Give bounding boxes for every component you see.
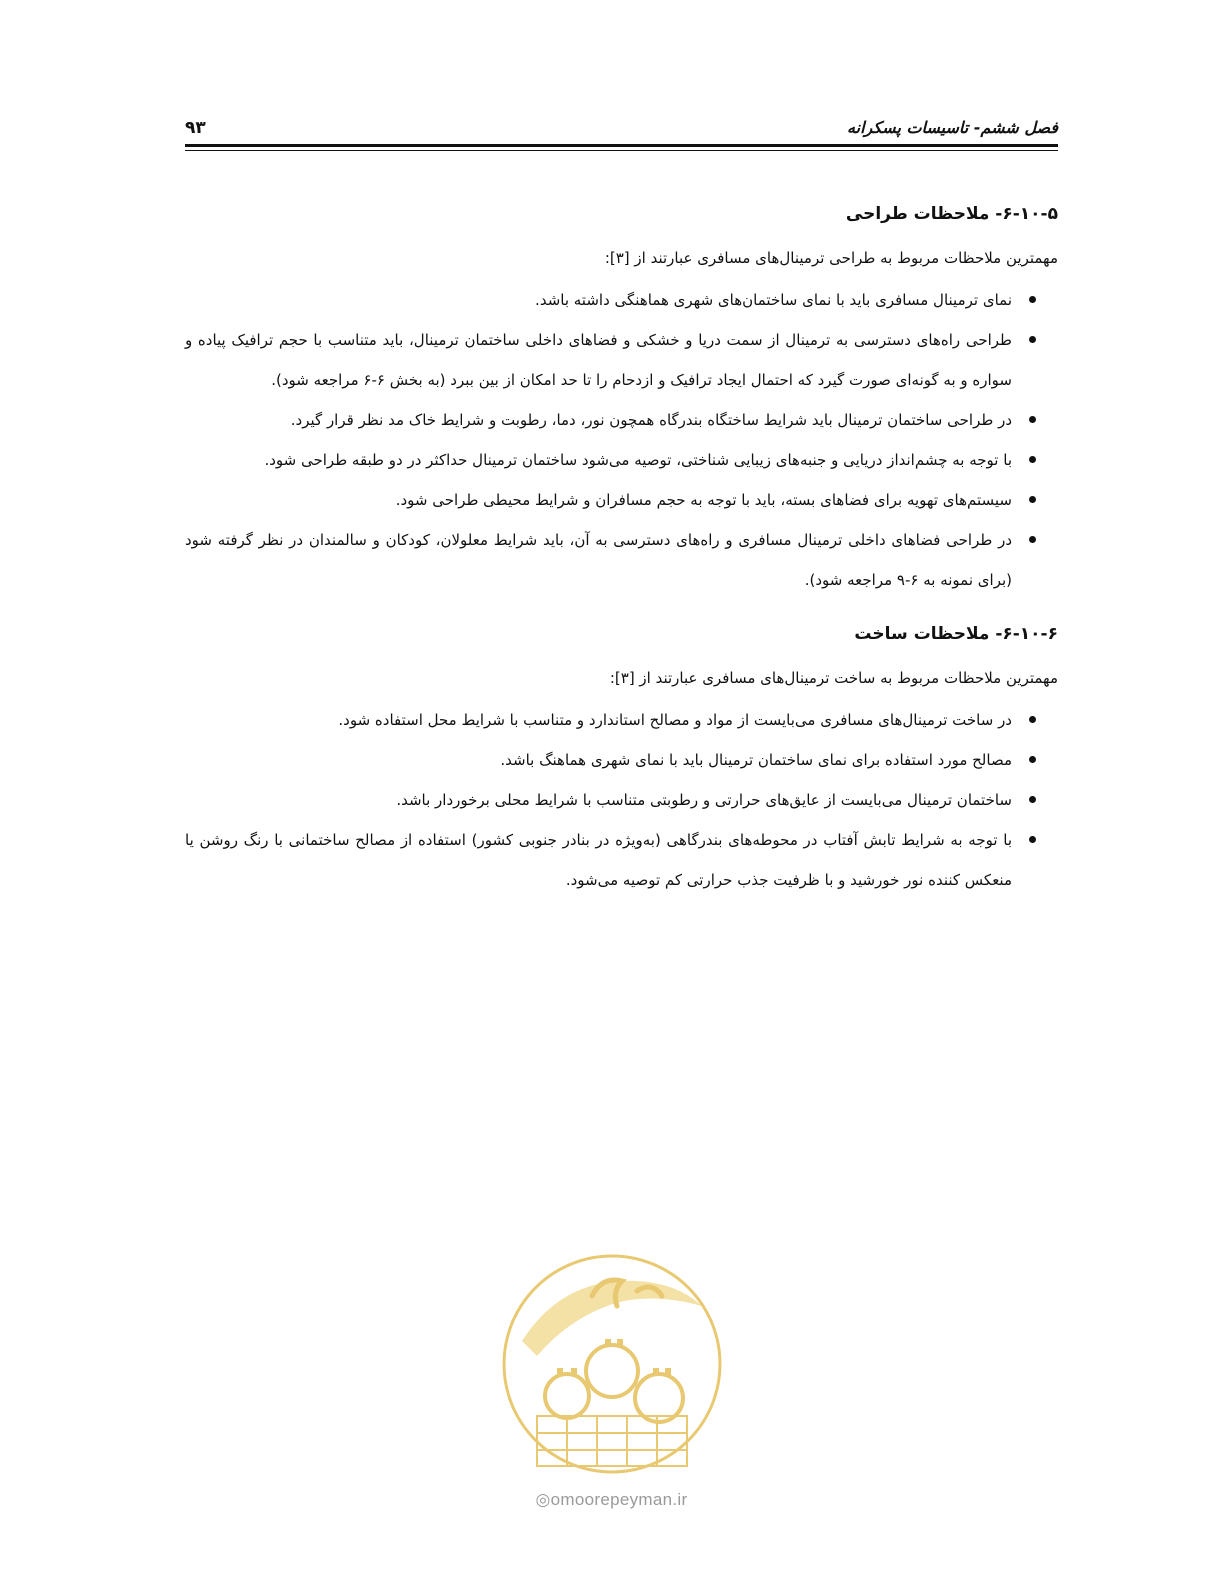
watermark-logo <box>497 1246 727 1486</box>
page-number: ۹۳ <box>185 118 206 138</box>
list-item-text: نمای ترمینال مسافری باید با نمای ساختمان‌های شهری هماهنگی داشته باشد. <box>535 291 1012 309</box>
chapter-title: فصل ششم- تاسیسات پسکرانه <box>847 118 1058 137</box>
globe-icon: ◎ <box>535 1490 551 1509</box>
bullet-icon <box>1029 456 1036 463</box>
bullet-list <box>185 700 1058 900</box>
list-item-text: ساختمان ترمینال می‌بایست از عایق‌های حرارتی و رطوبتی متناسب با شرایط محلی برخوردار باشد. <box>396 791 1012 809</box>
list-item <box>185 440 1058 480</box>
list-item-text: با توجه به شرایط تابش آفتاب در محوطه‌های بندرگاهی (به‌ویژه در بنادر جنوبی کشور) استفاده از مصالح ساختمانی با رنگ روشن یا منعکس کننده نور خورشید و با ظرفیت جذب حرارتی کم توصیه می‌شود. <box>185 831 1012 889</box>
header-rule-thin <box>185 150 1058 151</box>
section-design-considerations <box>185 200 1058 600</box>
list-item <box>185 700 1058 740</box>
list-item-text: در طراحی ساختمان ترمینال باید شرایط ساختگاه بندرگاه همچون نور، دما، رطوبت و شرایط خاک مد نظر قرار گیرد. <box>290 411 1012 429</box>
list-item-text: در طراحی فضاهای داخلی ترمینال مسافری و راه‌های دسترسی به آن، باید شرایط معلولان، کودکان و سالمندان در نظر گرفته شود (برای نمونه به ۶-۹ مراجعه شود). <box>185 531 1012 589</box>
list-item-text: مصالح مورد استفاده برای نمای ساختمان ترمینال باید با نمای شهری هماهنگ باشد. <box>500 751 1012 769</box>
bullet-icon <box>1029 756 1036 763</box>
list-item <box>185 320 1058 400</box>
bullet-icon <box>1029 336 1036 343</box>
bullet-list <box>185 280 1058 600</box>
header-rule-thick <box>185 144 1058 147</box>
list-item <box>185 520 1058 600</box>
watermark-url <box>504 1490 719 1510</box>
watermark-url-text: omoorepeyman.ir <box>550 1490 688 1509</box>
section-construction-considerations <box>185 620 1058 900</box>
list-item <box>185 400 1058 440</box>
list-item-text: با توجه به چشم‌انداز دریایی و جنبه‌های زیبایی شناختی، توصیه می‌شود ساختمان ترمینال حداکثر در دو طبقه طراحی شود. <box>264 451 1012 469</box>
bullet-icon <box>1029 536 1036 543</box>
bullet-icon <box>1029 836 1036 843</box>
bullet-icon <box>1029 296 1036 303</box>
bullet-icon <box>1029 796 1036 803</box>
list-item <box>185 740 1058 780</box>
list-item-text: طراحی راه‌های دسترسی به ترمینال از سمت دریا و خشکی و فضاهای داخلی ساختمان ترمینال، باید متناسب با حجم ترافیک پیاده و سواره و به گونه‌ای صورت گیرد که احتمال ایجاد ترافیک و ازدحام را تا حد امکان از بین ببرد (به بخش ۶-۶ مراجعه شود). <box>185 331 1012 389</box>
bullet-icon <box>1029 716 1036 723</box>
section-intro: مهمترین ملاحظات مربوط به ساخت ترمینال‌های مسافری عبارتند از [۳]: <box>609 669 1058 687</box>
list-item <box>185 780 1058 820</box>
section-heading: ۶-۱۰-۶- ملاحظات ساخت <box>854 624 1058 644</box>
section-heading: ۶-۱۰-۵- ملاحظات طراحی <box>845 204 1058 224</box>
watermark-logo-icon <box>497 1246 727 1486</box>
main-content <box>185 200 1058 920</box>
list-item-text: در ساخت ترمینال‌های مسافری می‌بایست از مواد و مصالح استاندارد و متناسب با شرایط محل استفاده شود. <box>338 711 1012 729</box>
list-item <box>185 820 1058 900</box>
list-item <box>185 280 1058 320</box>
list-item-text: سیستم‌های تهویه برای فضاهای بسته، باید با توجه به حجم مسافران و شرایط محیطی طراحی شود. <box>395 491 1012 509</box>
bullet-icon <box>1029 416 1036 423</box>
bullet-icon <box>1029 496 1036 503</box>
section-intro: مهمترین ملاحظات مربوط به طراحی ترمینال‌های مسافری عبارتند از [۳]: <box>604 249 1058 267</box>
list-item <box>185 480 1058 520</box>
page-header <box>185 118 1058 158</box>
